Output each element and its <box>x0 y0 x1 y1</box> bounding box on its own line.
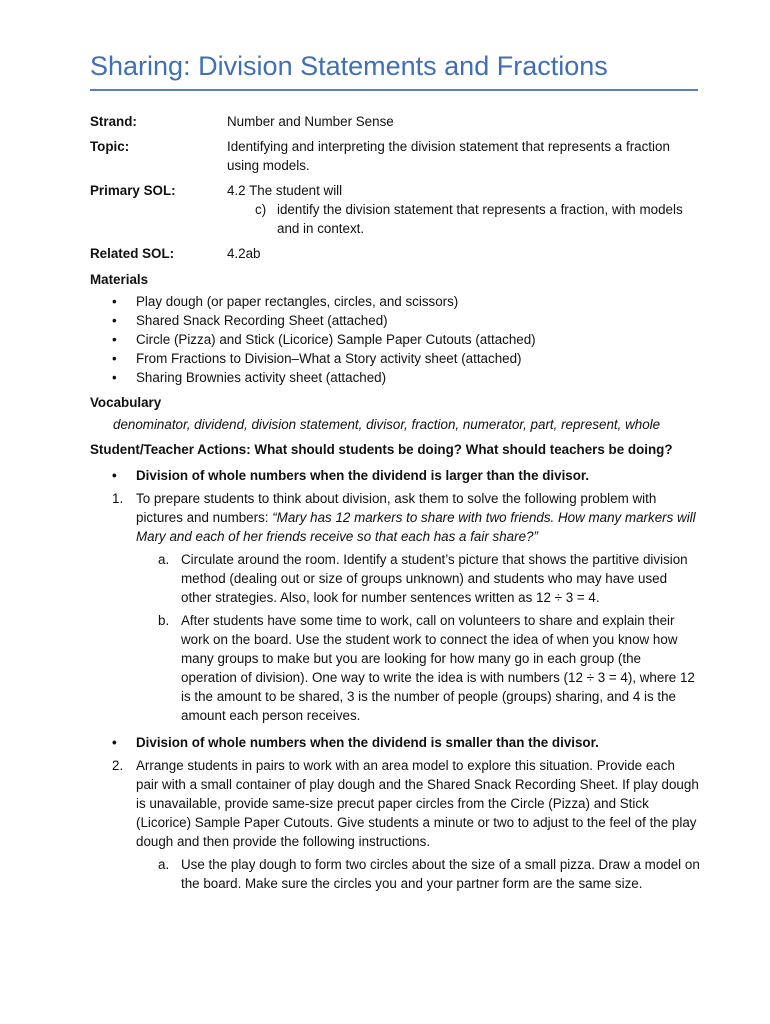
step-2a: a. Use the play dough to form two circles about the size of a small pizza. Draw a model on the board. Make sure the circles you and your partner form are the same size. <box>158 857 700 891</box>
step-1b: b. After students have some time to work, call on volunteers to share and explain their work on the board. Use the student work to connect the idea of when you know how many groups to make but you are looking for how many go in each group (the operation of division). One way to write the idea is with numbers (12 ÷ 3 = 4), where 12 is the amount to be shared, 3 is the number of people (groups) sharing, and 4 is the amount each person receives. <box>158 613 695 723</box>
step-1a: a. Circulate around the room. Identify a student’s picture that shows the partitive division method (dealing out or size of groups unknown) and students who may have used other strategies. Also, look for number sentences written as 12 ÷ 3 = 4. <box>158 552 688 605</box>
related-sol-row <box>90 244 700 263</box>
vocabulary-heading: Vocabulary <box>90 395 162 410</box>
primary-sol-sub-marker: c) <box>255 202 267 217</box>
substep-letter: b. <box>158 613 170 628</box>
topic-value: Identifying and interpreting the division statement that represents a fraction using models. <box>227 139 670 173</box>
strand-value: Number and Number Sense <box>227 114 394 129</box>
primary-sol-value <box>227 181 700 238</box>
primary-sol-label: Primary SOL: <box>90 183 176 198</box>
materials-heading: Materials <box>90 272 149 287</box>
bullet-icon: • <box>112 370 117 385</box>
bullet-icon: • <box>112 351 117 366</box>
primary-sol-sub-text: identify the division statement that represents a fraction, with models and in context. <box>277 202 683 236</box>
actions-bullet-larger-dividend: • Division of whole numbers when the dividend is larger than the divisor. <box>112 468 590 483</box>
bullet-icon: • <box>112 468 117 483</box>
vocabulary-terms: denominator, dividend, division statement, divisor, fraction, numerator, part, represent, whole <box>113 417 661 432</box>
strand-row <box>90 112 700 131</box>
primary-sol-subitem <box>227 200 700 238</box>
step-1-quote: “Mary has 12 markers to share with two friends. How many markers will Mary and each of her friends receive so that each has a fair share?” <box>136 510 696 544</box>
substep-letter: a. <box>158 857 170 872</box>
substep-letter: a. <box>158 552 170 567</box>
main-content <box>90 270 700 897</box>
bullet-icon: • <box>112 313 117 328</box>
list-item: • From Fractions to Division–What a Story activity sheet (attached) <box>112 351 522 366</box>
step-2: 2. Arrange students in pairs to work with an area model to explore this situation. Provide each pair with a small container of play dough and the Shared Snack Recording Sheet. If play dough is unavailable, provide same-size precut paper circles from the Circle (Pizza) and Stick (Licorice) Sample Paper Cutouts. Give students a minute or two to adjust to the feel of the play dough and then provide the following instructions. <box>112 758 699 849</box>
actions-bullet-smaller-dividend: • Division of whole numbers when the dividend is smaller than the divisor. <box>112 735 599 750</box>
list-item: • Circle (Pizza) and Stick (Licorice) Sample Paper Cutouts (attached) <box>112 332 536 347</box>
step-1 <box>90 489 700 546</box>
bullet-icon: • <box>112 294 117 309</box>
metadata-section <box>90 112 700 269</box>
list-item: • Shared Snack Recording Sheet (attached) <box>112 313 388 328</box>
step-1-text: To prepare students to think about division, ask them to solve the following problem with pictures and numbers: <box>136 491 657 525</box>
materials-list <box>90 292 700 387</box>
bullet-icon: • <box>112 735 117 750</box>
list-item: • Play dough (or paper rectangles, circles, and scissors) <box>112 294 459 309</box>
list-item: • Sharing Brownies activity sheet (attached) <box>112 370 387 385</box>
step-number: 1. <box>112 491 124 506</box>
topic-row <box>90 137 700 175</box>
page-title: Sharing: Division Statements and Fractions <box>90 51 608 81</box>
title-underline <box>90 89 698 91</box>
related-sol-value: 4.2ab <box>227 246 261 261</box>
primary-sol-row <box>90 181 700 238</box>
related-sol-label: Related SOL: <box>90 246 175 261</box>
strand-label: Strand: <box>90 114 137 129</box>
bullet-icon: • <box>112 332 117 347</box>
step-number: 2. <box>112 758 124 773</box>
topic-label: Topic: <box>90 139 130 154</box>
primary-sol-intro: 4.2 The student will <box>227 183 343 198</box>
actions-heading: Student/Teacher Actions: What should students be doing? What should teachers be doing? <box>90 442 673 457</box>
